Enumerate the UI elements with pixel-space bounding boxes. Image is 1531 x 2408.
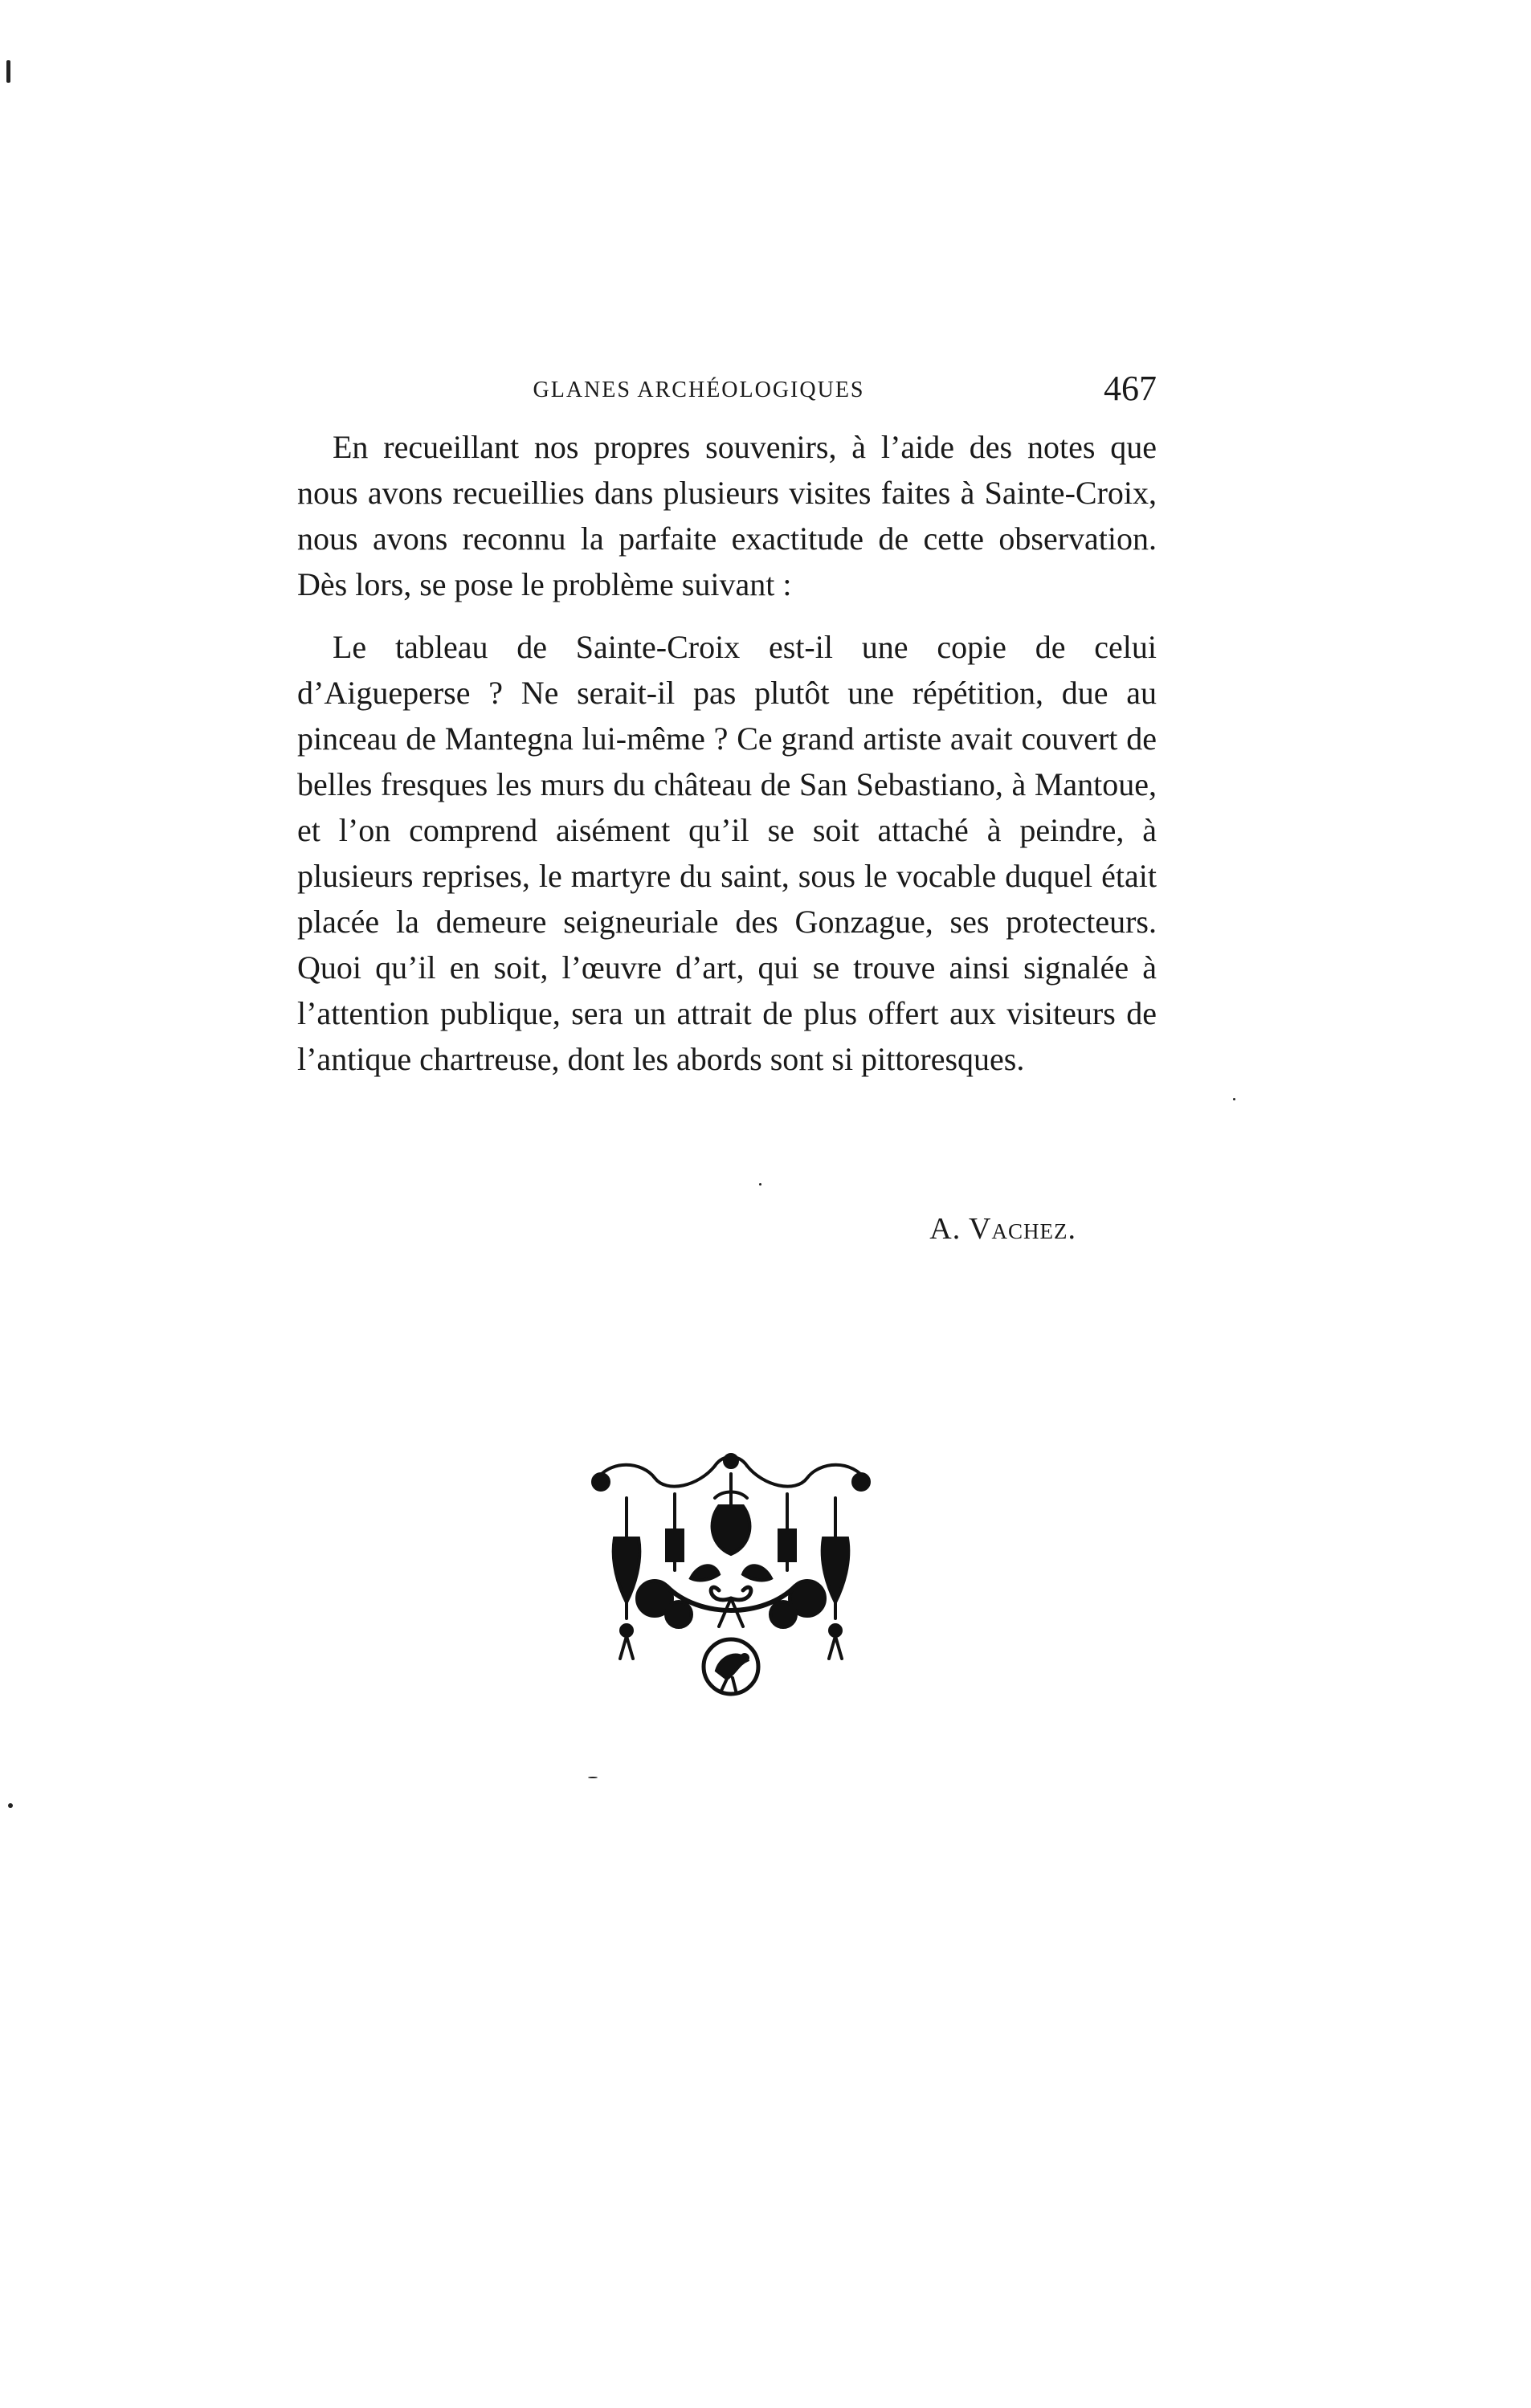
author-signature: A. Vachez. [929,1212,1076,1246]
scan-speck [588,1777,598,1778]
paragraph-2: Le tableau de Sainte-Croix est-il une copie de celui d’Aigueperse ? Ne serait-il pas plutôt une répétition, due au pinceau de Mantegna lui-même ? Ce grand artiste avait couvert de belles fresques les murs du château de San Sebastiano, à Mantoue, et l’on comprend aisément qu’il se soit attaché à peindre, à plusieurs reprises, le martyre du saint, sous le vocable duquel était placée la demeure seigneuriale des Gonzague, ses protecteurs. Quoi qu’il en soit, l’œuvre d’art, qui se trouve ainsi signalée à l’attention publique, sera un attrait de plus offert aux visiteurs de l’antique chartreuse, dont les abords sont si pittoresques. [297,629,1157,1077]
scan-speck [759,1183,761,1186]
running-title: GLANES ARCHÉOLOGIQUES [533,378,865,402]
scan-speck [1233,1098,1235,1100]
page-number: 467 [1104,369,1157,408]
running-head [297,368,1157,416]
scan-speck [8,1803,13,1808]
body-text [297,424,1157,1082]
paragraph-1: En recueillant nos propres souvenirs, à l’aide des notes que nous avons recueillies dans plusieurs visites faites à Sainte-Croix, nous avons reconnu la parfaite exactitude de cette observation. Dès lors, se pose le problème suivant : [297,429,1157,602]
scan-speck [6,60,10,83]
ornamental-tailpiece-icon [578,1450,884,1707]
